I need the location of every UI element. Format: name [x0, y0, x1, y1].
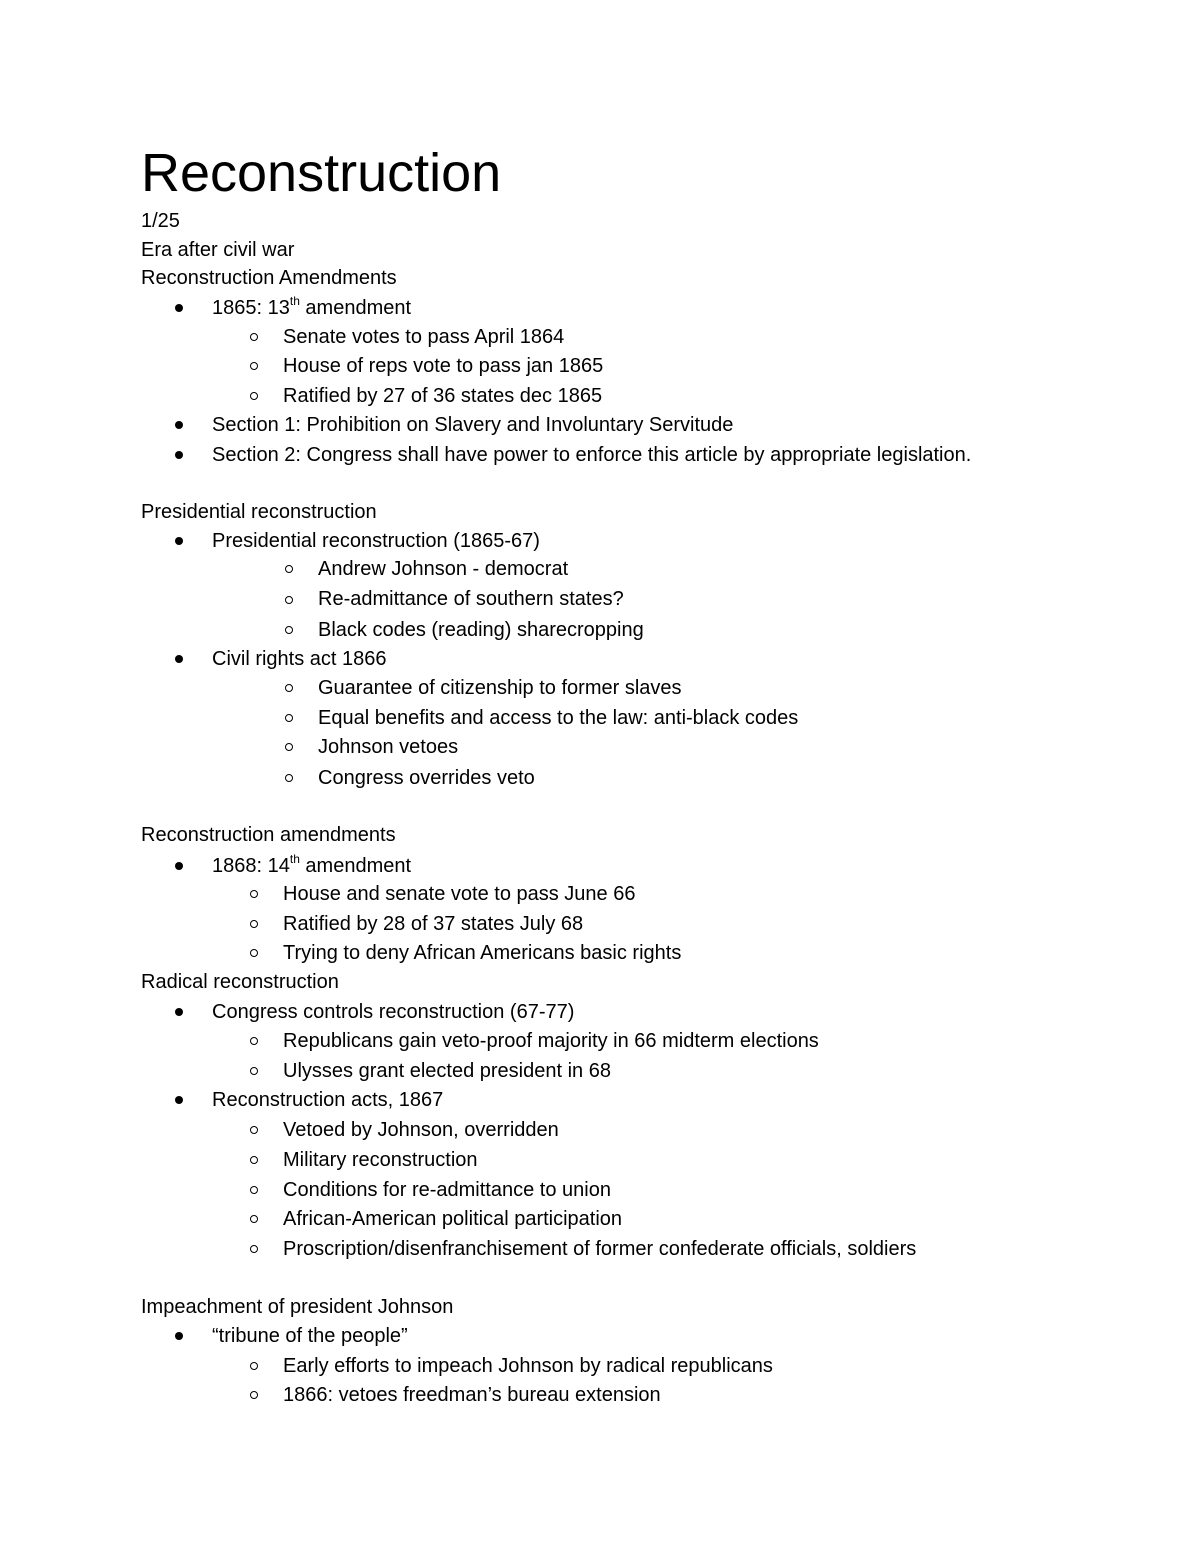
sub-bullet-icon — [250, 392, 258, 400]
list-item: Civil rights act 1866 — [212, 648, 387, 670]
bullet-icon — [175, 421, 183, 429]
bullet-icon — [175, 304, 183, 312]
date-line: 1/25 — [141, 210, 180, 232]
list-item: Congress controls reconstruction (67-77) — [212, 1001, 575, 1023]
sub-bullet-icon — [285, 596, 293, 604]
list-item: African-American political participation — [283, 1208, 623, 1230]
sub-bullet-icon — [285, 684, 293, 692]
list-item: Early efforts to impeach Johnson by radical republicans — [283, 1355, 773, 1377]
page-title: Reconstruction — [141, 143, 502, 203]
list-item: 1866: vetoes freedman’s bureau extension — [283, 1384, 661, 1406]
sub-bullet-icon — [250, 333, 258, 341]
list-item: Re-admittance of southern states? — [318, 588, 624, 610]
list-item: Johnson vetoes — [318, 736, 459, 758]
bullet-icon — [175, 451, 183, 459]
section-heading-reconstruction-amendments: Reconstruction Amendments — [141, 267, 397, 289]
intro-line: Era after civil war — [141, 239, 295, 261]
list-item: Vetoed by Johnson, overridden — [283, 1119, 559, 1141]
list-item: 1865: 13th amendment — [212, 294, 412, 319]
sub-bullet-icon — [250, 1067, 258, 1075]
list-item: Proscription/disenfranchisement of former confederate officials, soldiers — [283, 1238, 917, 1260]
section-heading-presidential-reconstruction: Presidential reconstruction — [141, 501, 377, 523]
list-item: 1868: 14th amendment — [212, 852, 412, 877]
list-item: Equal benefits and access to the law: anti-black codes — [318, 707, 799, 729]
list-item: House and senate vote to pass June 66 — [283, 883, 636, 905]
list-item: Ratified by 27 of 36 states dec 1865 — [283, 385, 603, 407]
list-item: Congress overrides veto — [318, 767, 535, 789]
sub-bullet-icon — [250, 1037, 258, 1045]
sub-bullet-icon — [250, 890, 258, 898]
list-item: Andrew Johnson - democrat — [318, 558, 569, 580]
section-heading-radical-reconstruction: Radical reconstruction — [141, 971, 339, 993]
sub-bullet-icon — [285, 714, 293, 722]
list-item: Ratified by 28 of 37 states July 68 — [283, 913, 584, 935]
list-item: “tribune of the people” — [212, 1325, 408, 1347]
list-item: Republicans gain veto-proof majority in 66 midterm elections — [283, 1030, 819, 1052]
section-heading-reconstruction-amendments-2: Reconstruction amendments — [141, 824, 396, 846]
sub-bullet-icon — [250, 1362, 258, 1370]
sub-bullet-icon — [250, 1245, 258, 1253]
sub-bullet-icon — [285, 626, 293, 634]
sub-bullet-icon — [285, 743, 293, 751]
section-heading-impeachment: Impeachment of president Johnson — [141, 1296, 454, 1318]
list-item: Senate votes to pass April 1864 — [283, 326, 565, 348]
list-item: Guarantee of citizenship to former slaves — [318, 677, 682, 699]
list-item: Ulysses grant elected president in 68 — [283, 1060, 611, 1082]
list-item: Section 2: Congress shall have power to enforce this article by appropriate legislation. — [212, 444, 972, 466]
list-item: Military reconstruction — [283, 1149, 478, 1171]
list-item: House of reps vote to pass jan 1865 — [283, 355, 604, 377]
bullet-icon — [175, 655, 183, 663]
sub-bullet-icon — [250, 1215, 258, 1223]
list-item: Black codes (reading) sharecropping — [318, 619, 644, 641]
list-item: Trying to deny African Americans basic rights — [283, 942, 682, 964]
list-item: Reconstruction acts, 1867 — [212, 1089, 444, 1111]
sub-bullet-icon — [285, 565, 293, 573]
sub-bullet-icon — [250, 949, 258, 957]
bullet-icon — [175, 862, 183, 870]
list-item: Section 1: Prohibition on Slavery and Involuntary Servitude — [212, 414, 734, 436]
bullet-icon — [175, 1096, 183, 1104]
bullet-icon — [175, 1332, 183, 1340]
sub-bullet-icon — [250, 1391, 258, 1399]
bullet-icon — [175, 537, 183, 545]
bullet-icon — [175, 1008, 183, 1016]
sub-bullet-icon — [250, 1126, 258, 1134]
sub-bullet-icon — [250, 1156, 258, 1164]
sub-bullet-icon — [285, 774, 293, 782]
sub-bullet-icon — [250, 362, 258, 370]
list-item: Conditions for re-admittance to union — [283, 1179, 611, 1201]
sub-bullet-icon — [250, 1186, 258, 1194]
list-item: Presidential reconstruction (1865-67) — [212, 530, 540, 552]
sub-bullet-icon — [250, 920, 258, 928]
